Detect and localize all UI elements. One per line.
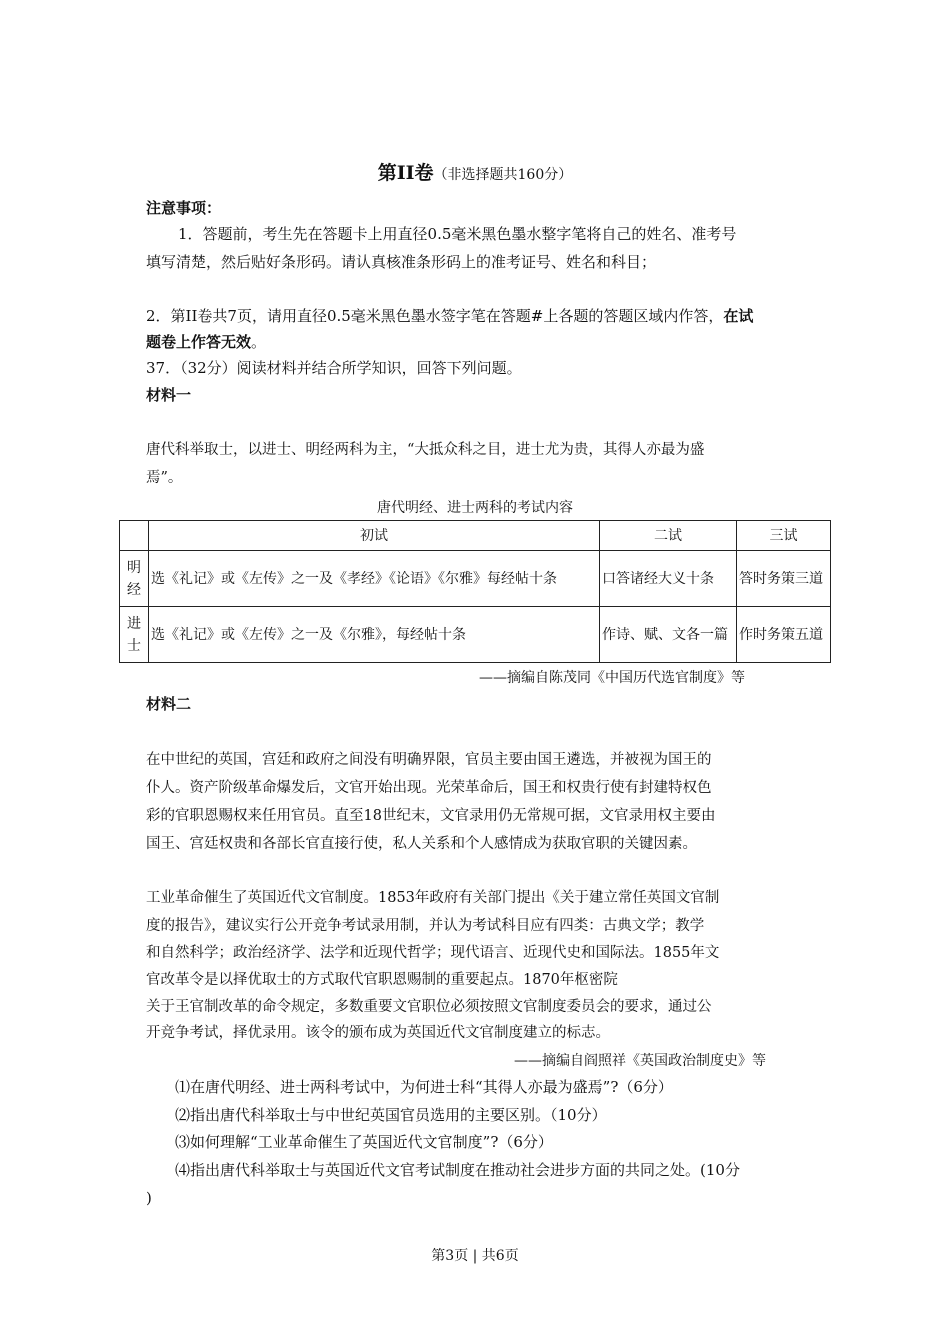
material1-line1: 唐代科举取士，以进士、明经两科为主，“大抵众科之目，进士尤为贵，其得人亦最为盛 [146,442,705,458]
material2-p2-line: 官改革令是以择优取士的方式取代官职恩赐制的重要起点。1870年枢密院 [146,972,618,988]
table-header-cell: 二试 [600,521,737,551]
notice-item2-bold: 在试 [723,307,754,325]
section-title [0,158,950,185]
material2-p2-line: 度的报告》，建议实行公开竞争考试录用制，并认为考试科目应有四类：古典文学；教学 [146,918,705,934]
material1-line2: 焉”。 [146,470,183,486]
section-title-sub: （非选择题共160分） [433,167,573,183]
row-name-char: 士 [127,637,141,654]
table-cell-first: 选《礼记》或《左传》之一及《尔雅》，每经帖十条 [149,607,600,663]
table-header-cell: 初试 [149,521,600,551]
table-header-cell [120,521,149,551]
table-row-name [120,551,149,607]
notice-item2-end: 。 [251,333,267,351]
notice-item2-line2 [146,332,266,352]
material2-p1-line: 彩的官职恩赐权来任用官员。直至18世纪末，文官录用仍无常规可据，文官录用权主要由 [146,808,716,824]
table-cell-first: 选《礼记》或《左传》之一及《孝经》《论语》《尔雅》每经帖十条 [149,551,600,607]
material2-heading: 材料二 [146,695,192,713]
notice-item1-line1: 1．答题前，考生先在答题卡上用直径0.5毫米黑色墨水整字笔将自己的姓名、准考号 [178,225,737,243]
notice-item1-line2: 填写清楚，然后贴好条形码。请认真核准条形码上的准考证号、姓名和科目； [146,253,657,271]
page-footer: 第3页 | 共6页 [431,1248,519,1264]
material2-source: ——摘编自阎照祥《英国政治制度史》等 [514,1053,766,1069]
material2-p1-line: 国王、宫廷权贵和各部长官直接行使，私人关系和个人感情成为获取官职的关键因素。 [146,836,697,852]
table-header-cell: 三试 [737,521,831,551]
table-cell-third: 作时务策五道 [737,607,831,663]
table-header-row [120,521,831,551]
table-cell-second: 口答诸经大义十条 [600,551,737,607]
subquestion-4-tail: ) [146,1189,152,1207]
row-name-char: 明 [127,559,141,576]
material2-p1-line: 仆人。资产阶级革命爆发后，文官开始出现。光荣革命后，国王和权贵行使有封建特权色 [146,780,712,796]
subquestion-4: ⑷指出唐代科举取士与英国近代文官考试制度在推动社会进步方面的共同之处。(10分 [175,1161,740,1179]
subquestion-1: ⑴在唐代明经、进士两科考试中，为何进士科“其得人亦最为盛焉”?（6分） [175,1078,673,1096]
material2-p2-line: 开竞争考试，择优录用。该令的颁布成为英国近代文官制度建立的标志。 [146,1025,610,1041]
material2-p2-line: 和自然科学；政治经济学、法学和近现代哲学；现代语言、近现代史和国际法。1855年文 [146,945,720,961]
notice-item2-text: 2．第II卷共7页，请用直径0.5毫米黑色墨水签字笔在答题#上各题的答题区域内作答， [146,307,724,325]
row-name-char: 经 [127,581,141,598]
notice-heading: 注意事项： [146,199,222,217]
material2-p2-line: 工业革命催生了英国近代文官制度。1853年政府有关部门提出《关于建立常任英国文官制 [146,890,720,906]
table-row-name [120,607,149,663]
table-row [120,551,831,607]
material1-heading: 材料一 [146,386,192,404]
question-stem: 37．（32分）阅读材料并结合所学知识，回答下列问题。 [146,359,522,377]
table-cell-second: 作诗、赋、文各一篇 [600,607,737,663]
section-title-main: 第II卷 [377,162,434,184]
material2-p1-line: 在中世纪的英国，宫廷和政府之间没有明确界限，官员主要由国王遴选，并被视为国王的 [146,752,712,768]
table-caption: 唐代明经、进士两科的考试内容 [377,500,573,516]
subquestion-2: ⑵指出唐代科举取士与中世纪英国官员选用的主要区别。（10分） [175,1106,607,1124]
material1-source: ——摘编自陈茂同《中国历代选官制度》等 [479,670,745,686]
table-cell-third: 答时务策三道 [737,551,831,607]
table-row [120,607,831,663]
row-name-char: 进 [127,615,141,632]
exam-content-table [119,520,831,663]
notice-item2-bold-2: 题卷上作答无效 [146,333,252,351]
notice-item2-line1 [146,306,753,326]
material2-p2-line: 关于王官制改革的命令规定，多数重要文官职位必须按照文官制度委员会的要求，通过公 [146,999,712,1015]
subquestion-3: ⑶如何理解“工业革命催生了英国近代文官制度”?（6分） [175,1133,553,1151]
